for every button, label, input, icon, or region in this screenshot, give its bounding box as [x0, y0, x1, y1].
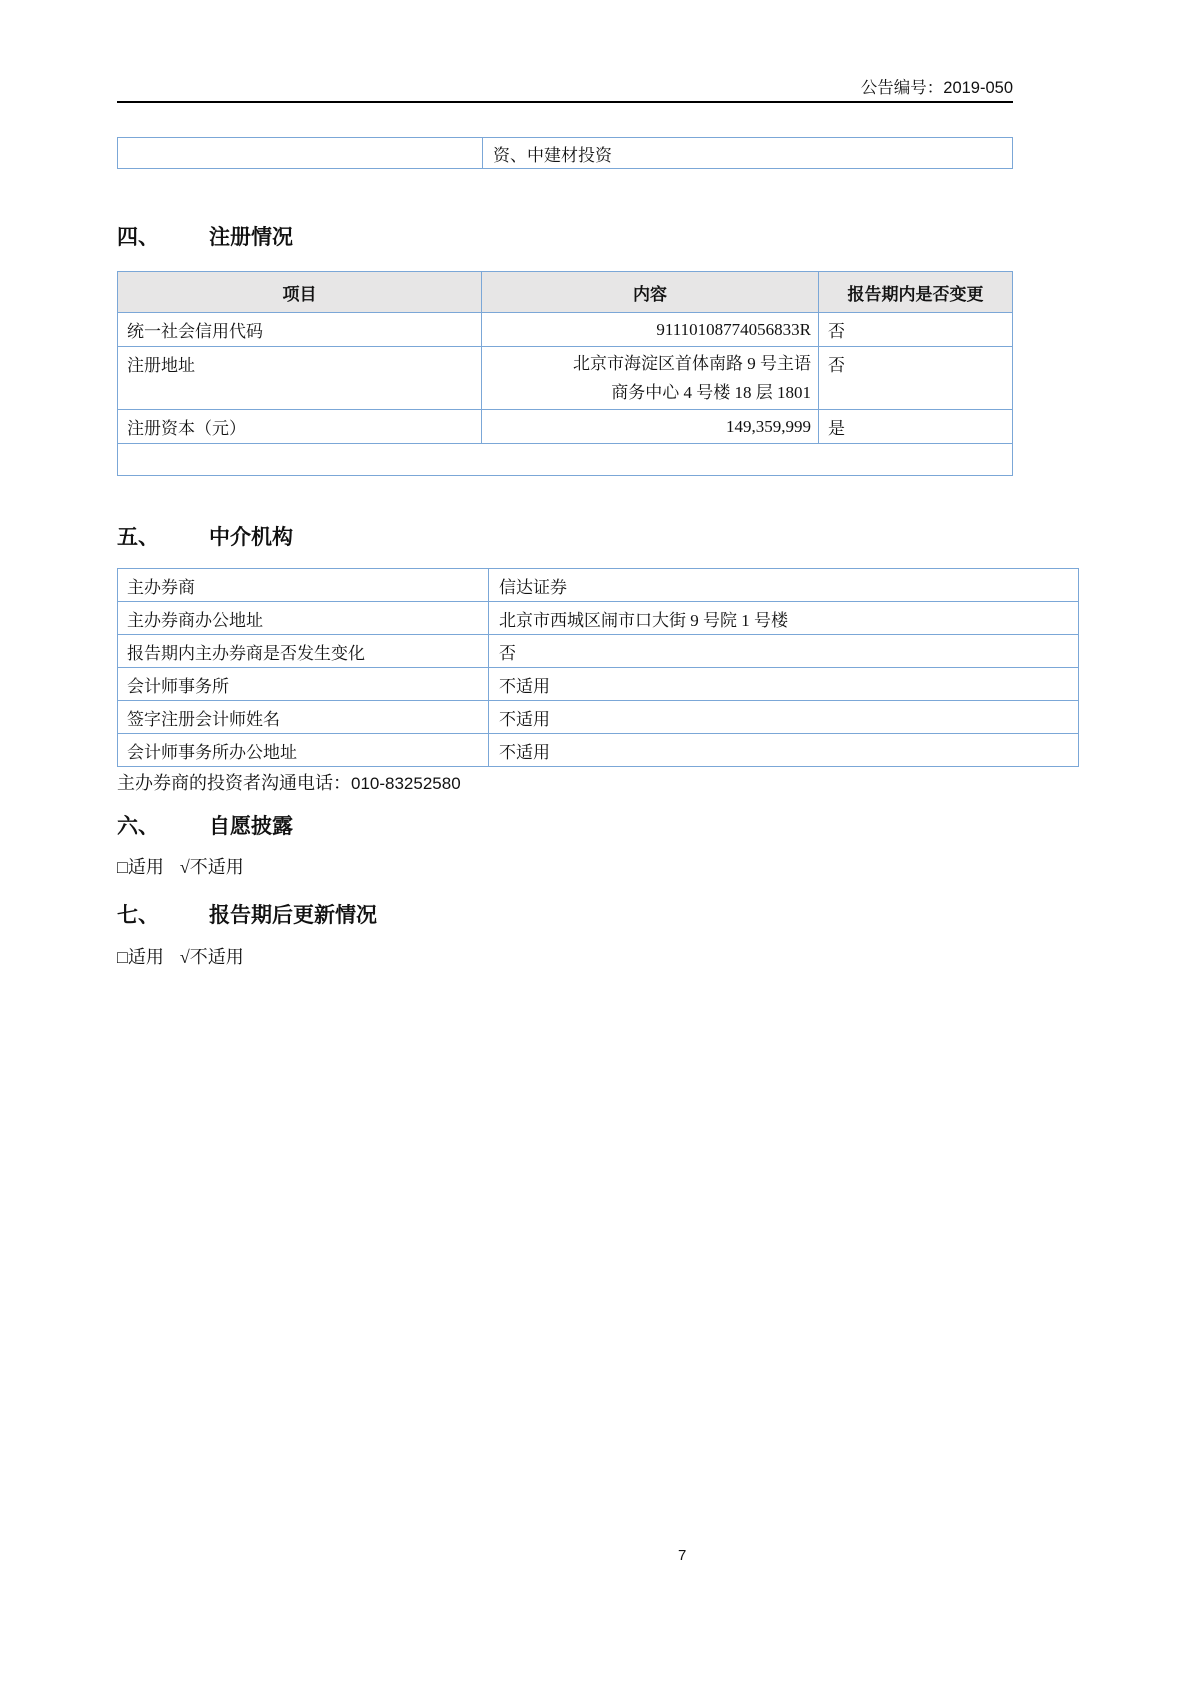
phone-number: 010-83252580 — [351, 774, 461, 793]
cell-label: 报告期内主办券商是否发生变化 — [118, 635, 489, 667]
section-title: 报告期后更新情况 — [209, 904, 377, 927]
intermediary-table — [117, 568, 1079, 767]
cell-value: 北京市西城区闹市口大街 9 号院 1 号楼 — [499, 610, 788, 630]
cell-label: 会计师事务所办公地址 — [118, 734, 489, 766]
table-row — [118, 312, 1012, 346]
cell-changed: 是 — [828, 419, 845, 438]
empty-row — [118, 443, 1012, 475]
section-7-heading — [117, 899, 377, 929]
table-row — [118, 700, 1078, 733]
carryover-text-cell: 资、中建材投资 — [493, 145, 612, 165]
cell-item: 注册地址 — [118, 347, 482, 409]
cell-label: 会计师事务所 — [118, 668, 489, 700]
address-line-1: 北京市海淀区首体南路 9 号主语 — [573, 354, 811, 373]
phone-label: 主办券商的投资者沟通电话： — [117, 773, 351, 793]
checkbox-applicable-option: □适用 — [117, 857, 164, 877]
section-number: 四、 — [117, 226, 159, 249]
registration-table — [117, 271, 1013, 476]
table-row — [118, 733, 1078, 766]
table-row — [118, 409, 1012, 443]
cell-value: 不适用 — [499, 676, 550, 696]
section-6-heading — [117, 810, 293, 840]
table-row — [118, 569, 1078, 601]
checked-not-applicable-option: √不适用 — [179, 857, 244, 877]
checked-not-applicable-option: √不适用 — [179, 947, 244, 967]
section-7-applicability-options — [117, 943, 244, 969]
cell-changed: 否 — [828, 322, 845, 341]
section-5-heading — [117, 521, 293, 551]
cell-label: 主办券商 — [118, 569, 489, 601]
header-cell-changed: 报告期内是否变更 — [847, 284, 984, 304]
cell-value: 不适用 — [499, 709, 550, 729]
address-line-2: 商务中心 4 号楼 18 层 1801 — [611, 383, 811, 402]
table-row — [118, 346, 1012, 409]
section-4-heading — [117, 221, 293, 251]
sponsor-phone-line — [117, 769, 461, 795]
table-row — [118, 667, 1078, 700]
cell-value: 不适用 — [499, 742, 550, 762]
section-title: 注册情况 — [209, 226, 293, 249]
checkbox-applicable-option: □适用 — [117, 947, 164, 967]
cell-label: 签字注册会计师姓名 — [118, 701, 489, 733]
header-cell-content: 内容 — [482, 272, 819, 312]
table-row — [118, 634, 1078, 667]
section-title: 中介机构 — [209, 526, 293, 549]
header-cell-item: 项目 — [118, 272, 482, 312]
section-title: 自愿披露 — [209, 815, 293, 838]
cell-label: 主办券商办公地址 — [118, 602, 489, 634]
cell-item: 统一社会信用代码 — [118, 313, 482, 346]
header-rule — [117, 101, 1013, 103]
carryover-empty-cell — [118, 138, 483, 168]
cell-content: 149,359,999 — [482, 410, 819, 443]
cell-value: 否 — [499, 643, 516, 663]
announcement-number: 公告编号：2019-050 — [860, 79, 1013, 97]
cell-content — [482, 347, 819, 409]
section-number: 七、 — [117, 904, 159, 927]
table-row — [118, 601, 1078, 634]
cell-value: 信达证券 — [499, 577, 567, 597]
cell-item: 注册资本（元） — [118, 410, 482, 443]
carryover-table — [117, 137, 1013, 169]
cell-changed: 否 — [828, 356, 845, 375]
section-number: 五、 — [117, 526, 159, 549]
table-header-row — [118, 272, 1012, 312]
section-number: 六、 — [117, 815, 159, 838]
cell-content: 91110108774056833R — [482, 313, 819, 346]
page-number: 7 — [678, 1547, 687, 1564]
section-6-applicability-options — [117, 853, 244, 879]
